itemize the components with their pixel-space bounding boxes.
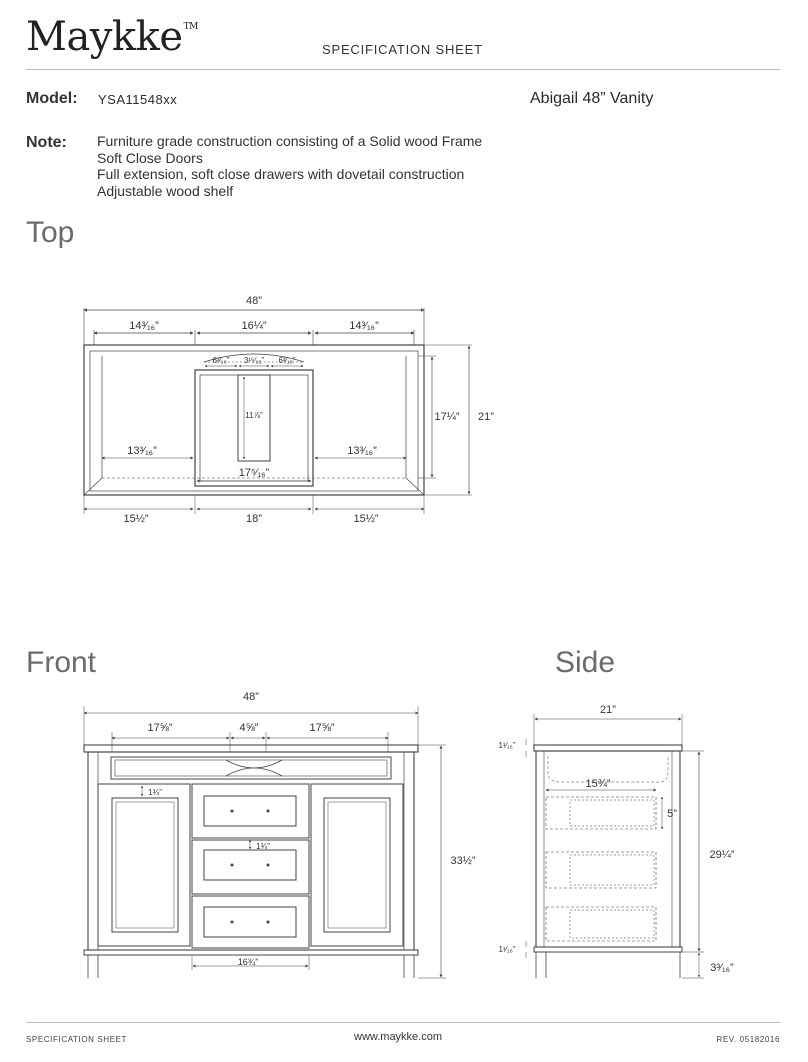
footer-sheet-label: SPECIFICATION SHEET xyxy=(26,1035,128,1044)
front-left-width: 17⅝” xyxy=(147,722,173,734)
front-height: 33½” xyxy=(450,855,476,867)
product-name: Abigail 48” Vanity xyxy=(530,90,654,107)
note-line: Furniture grade construction consisting of a Solid wood Frame xyxy=(97,133,483,149)
top-bottom-left: 15½” xyxy=(123,513,149,525)
footer-divider xyxy=(26,1022,780,1023)
top-sink-depth: 11⅞” xyxy=(245,411,263,420)
top-sink-center: 3¹⁵⁄₁₆” xyxy=(243,356,265,365)
top-inner-center: 17⁵⁄₁₆” xyxy=(238,467,270,479)
top-inner-depth: 17¼” xyxy=(434,411,460,423)
top-inner-left: 13³⁄₁₆” xyxy=(127,445,157,457)
note-line: Soft Close Doors xyxy=(97,149,203,166)
top-overall-width: 48” xyxy=(246,295,262,307)
side-drawer-depth: 15¾” xyxy=(585,778,611,790)
note-label: Note: xyxy=(26,134,67,151)
top-bottom-center: 18” xyxy=(246,513,262,525)
front-drawer-width: 16¾” xyxy=(237,957,259,967)
top-sink-right: 6³⁄₁₆” xyxy=(278,356,296,365)
top-center-section: 16¼” xyxy=(241,320,267,332)
model-number: YSA11548xx xyxy=(98,92,178,107)
front-drawer-gap: 1¾” xyxy=(256,842,270,851)
side-depth: 21” xyxy=(600,704,616,716)
top-view-title: Top xyxy=(26,216,75,249)
front-right-width: 17⅝” xyxy=(309,722,335,734)
note-line: Adjustable wood shelf xyxy=(97,182,234,199)
top-right-section: 14³⁄₁₆” xyxy=(349,320,379,332)
side-drawer-height: 5” xyxy=(667,808,677,820)
top-view-drawing xyxy=(84,308,472,514)
front-view-title: Front xyxy=(26,646,97,679)
top-left-section: 14³⁄₁₆” xyxy=(129,320,159,332)
footer-revision: REV. 05182016 xyxy=(716,1035,780,1044)
footer-website-link[interactable]: www.maykke.com xyxy=(354,1031,443,1043)
top-overall-depth: 21” xyxy=(478,411,494,423)
model-label: Model: xyxy=(26,90,78,107)
side-bottom-thickness: 1¹⁄₁₆” xyxy=(498,945,516,954)
side-top-thickness: 1¹⁄₁₆” xyxy=(498,741,516,750)
side-toe-kick: 3³⁄₁₆” xyxy=(710,962,734,974)
trademark: TM xyxy=(183,22,198,32)
side-view-title: Side xyxy=(555,646,616,679)
top-inner-right: 13³⁄₁₆” xyxy=(347,445,377,457)
side-body-height: 29¼” xyxy=(709,849,735,861)
front-center-width: 4⅝” xyxy=(239,722,259,734)
top-sink-left: 6³⁄₁₆” xyxy=(212,356,230,365)
top-bottom-right: 15½” xyxy=(353,513,379,525)
side-view-drawing xyxy=(526,714,704,978)
brand-name: Maykke xyxy=(26,14,183,60)
front-overall-width: 48” xyxy=(243,691,259,703)
front-door-gap: 1¾” xyxy=(148,788,162,797)
note-line: Full extension, soft close drawers with dovetail construction xyxy=(97,166,465,183)
sheet-title: SPECIFICATION SHEET xyxy=(322,42,483,57)
